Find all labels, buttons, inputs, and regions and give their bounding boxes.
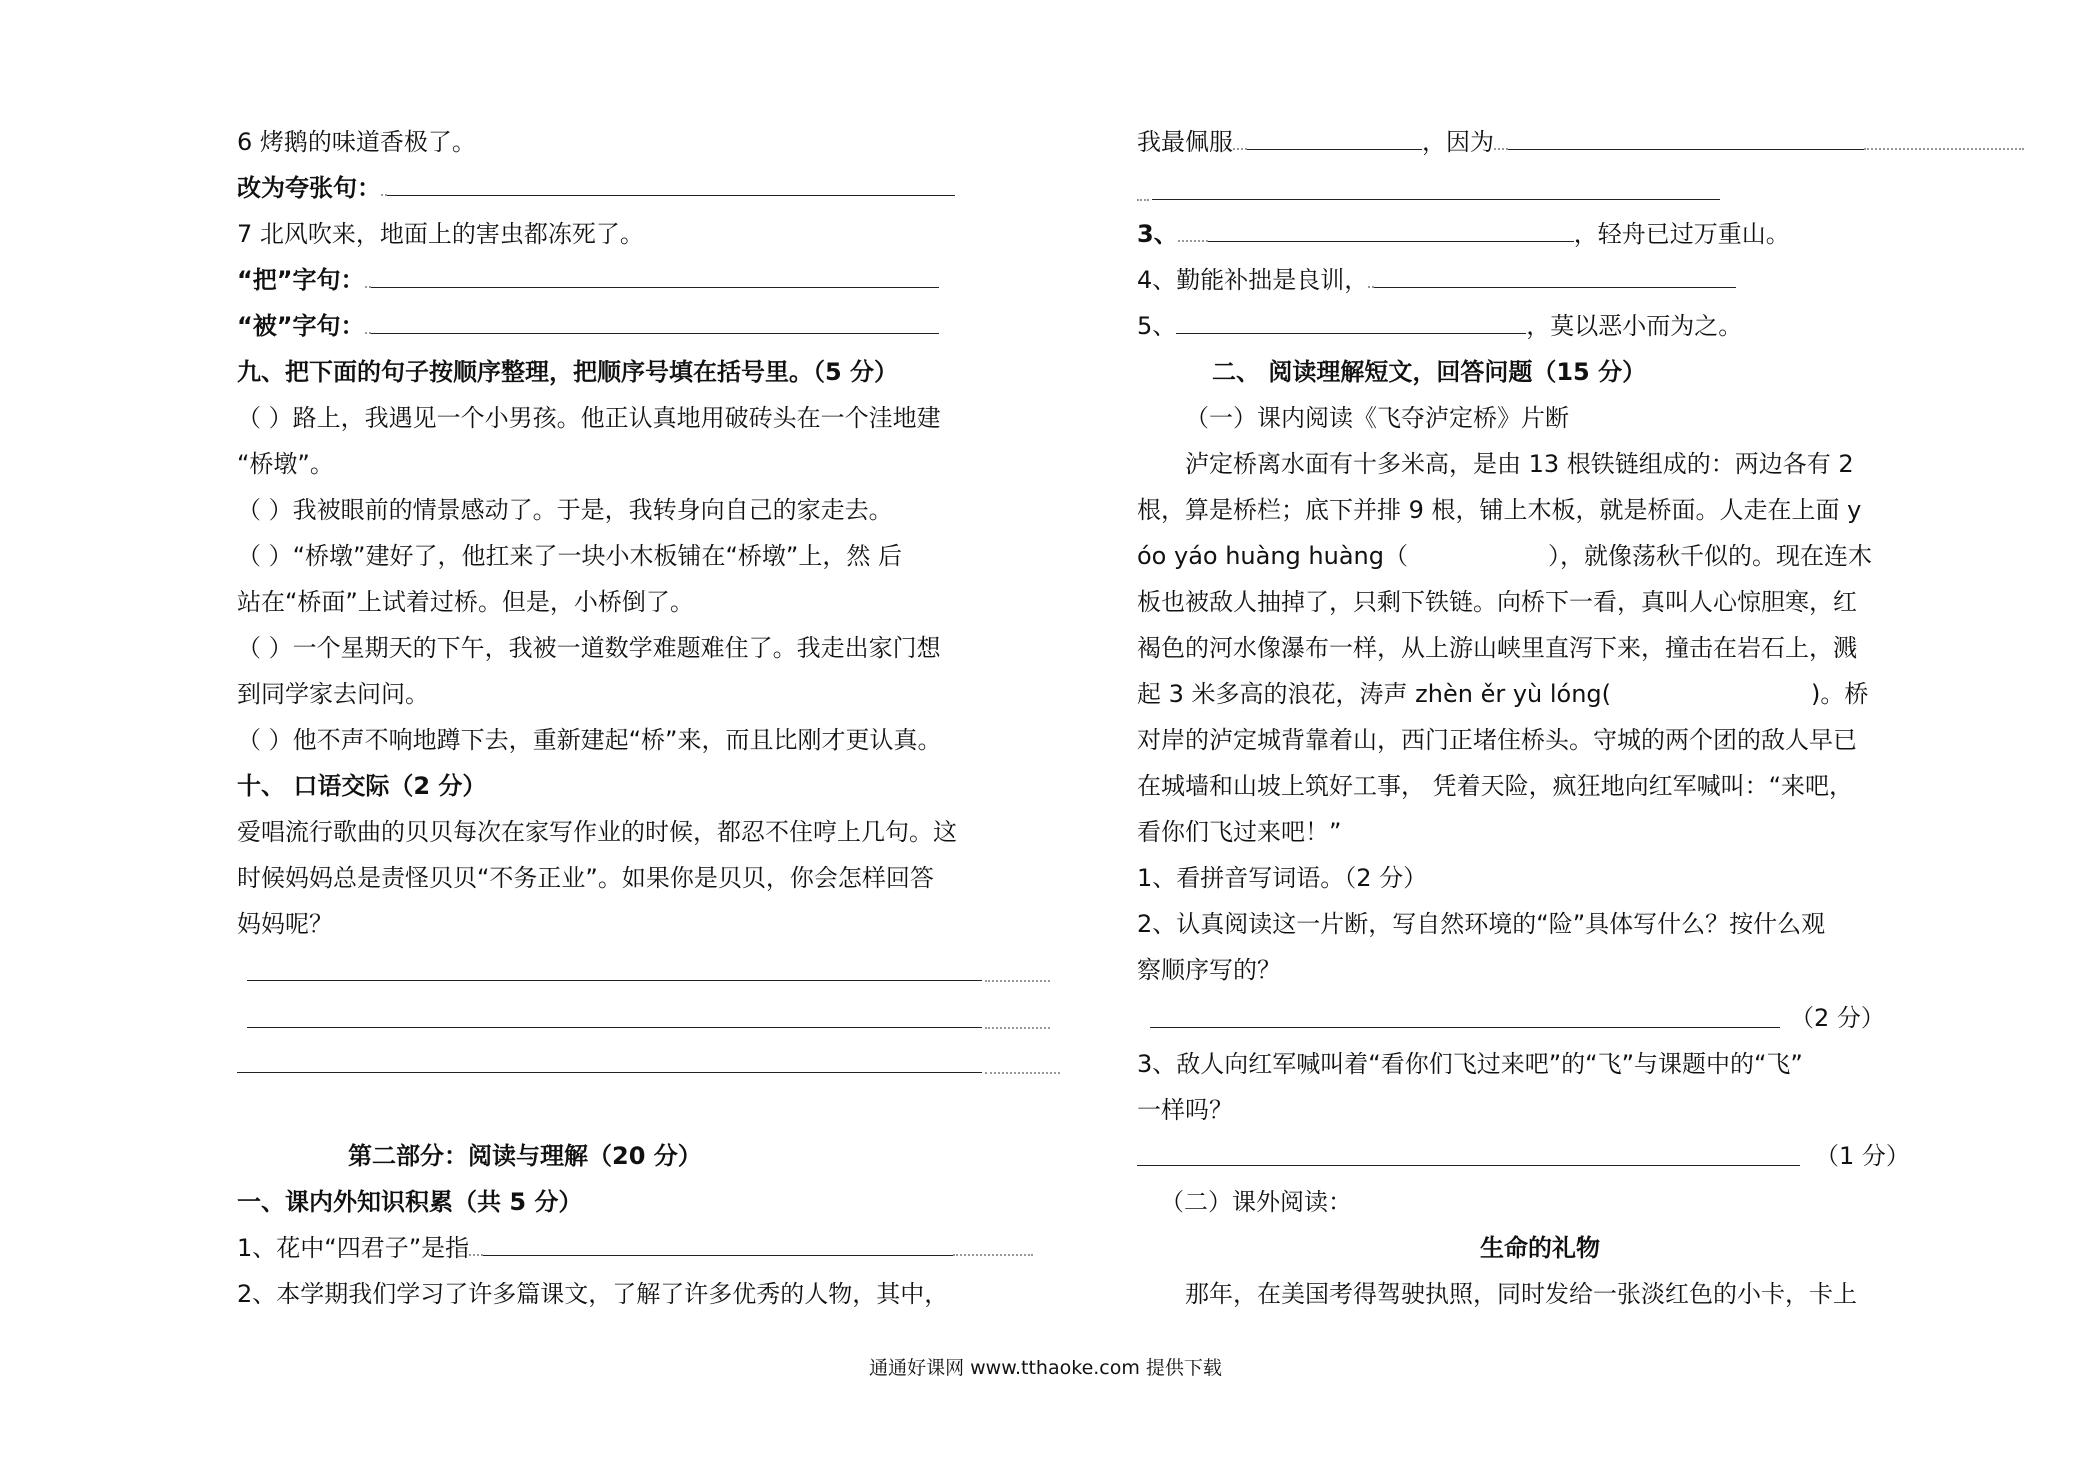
section-heading: 二、 阅读理解短文，回答问题（15 分）	[1212, 358, 1647, 386]
article-title: 生命的礼物	[1480, 1234, 1600, 1262]
question-text: 4、勤能补拙是良训，	[1137, 266, 1369, 294]
text-line: 时候妈妈总是责怪贝贝“不务正业”。如果你是贝贝，你会怎样回答	[237, 864, 934, 892]
answer-blank[interactable]	[1176, 313, 1526, 334]
question-line	[1137, 264, 1736, 296]
section-heading: 九、把下面的句子按顺序整理，把顺序号填在括号里。（5 分）	[237, 358, 899, 386]
section-heading: 一、课内外知识积累（共 5 分）	[237, 1188, 583, 1216]
question-text: ，莫以恶小而为之。	[1526, 312, 1743, 340]
dotted-line	[985, 1027, 1050, 1029]
question-text: ，因为	[1422, 128, 1494, 156]
text-line: 妈妈呢？	[237, 910, 333, 938]
question-line: 察顺序写的？	[1137, 956, 1281, 984]
passage-line: 泸定桥离水面有十多米高，是由 13 根铁链组成的：两边各有 2	[1185, 450, 1854, 478]
text-line: 站在“桥面”上试着过桥。但是，小桥倒了。	[237, 588, 694, 616]
text-line: （ ）我被眼前的情景感动了。于是，我转身向自己的家走去。	[237, 496, 893, 524]
text-line: （ ）一个星期天的下午，我被一道数学难题难住了。我走出家门想	[237, 634, 941, 662]
passage-line: 对岸的泸定城背靠着山，西门正堵住桥头。守城的两个团的敌人早已	[1137, 726, 1857, 754]
passage-line	[1137, 540, 1872, 572]
dotted-line	[1137, 199, 1149, 201]
passage-line: 那年，在美国考得驾驶执照，同时发给一张淡红色的小卡，卡上	[1185, 1280, 1857, 1308]
answer-line[interactable]	[247, 980, 982, 981]
passage-text: 起 3 米多高的浪花，涛声 zhèn ěr yù lóng(	[1137, 680, 1612, 708]
answer-line[interactable]	[1152, 199, 1720, 200]
answer-blank[interactable]	[483, 1235, 953, 1256]
passage-line	[1137, 678, 1868, 710]
footer-watermark: 通通好课网 www.tthaoke.com 提供下载	[869, 1357, 1222, 1379]
passage-text: ），就像荡秋千似的。现在连木	[1548, 542, 1872, 570]
label-text: “被”字句：	[237, 312, 365, 340]
passage-line: 板也被敌人抽掉了，只剩下铁链。向桥下一看，真叫人心惊胆寒，红	[1137, 588, 1857, 616]
label-text: “把”字句：	[237, 266, 365, 294]
part-heading: 第二部分：阅读与理解（20 分）	[348, 1142, 702, 1170]
text-line: （ ）“桥墩”建好了，他扛来了一块小木板铺在“桥墩”上，然 后	[237, 542, 902, 570]
question-number: 3、	[1137, 220, 1178, 248]
question-line: 2、认真阅读这一片断，写自然环境的“险”具体写什么？按什么观	[1137, 910, 1826, 938]
question-text: ，轻舟已过万重山。	[1573, 220, 1790, 248]
subsection-heading: （一）课内阅读《飞夺泸定桥》片断	[1185, 404, 1569, 432]
label-text: 改为夸张句：	[237, 174, 381, 202]
question-text: 我最佩服	[1137, 128, 1233, 156]
text-line: 7 北风吹来，地面上的害虫都冻死了。	[237, 220, 644, 248]
question-line	[1137, 126, 2024, 158]
text-line: 爱唱流行歌曲的贝贝每次在家写作业的时候，都忍不住哼上几句。这	[237, 818, 957, 846]
question-line	[1137, 310, 1742, 342]
subsection-heading: （二）课外阅读：	[1160, 1188, 1352, 1216]
passage-line: 在城墙和山坡上筑好工事， 凭着天险，疯狂地向红军喊叫：“来吧，	[1137, 772, 1854, 800]
question-line: 1、看拼音写词语。（2 分）	[1137, 864, 1428, 892]
question-label	[237, 264, 939, 296]
question-line	[237, 1232, 1033, 1264]
text-line: 到同学家去问问。	[237, 680, 429, 708]
answer-line[interactable]	[237, 1072, 982, 1073]
passage-text: óo yáo huàng huàng（	[1137, 542, 1408, 570]
dotted-line	[985, 980, 1050, 982]
question-number: 5、	[1137, 312, 1177, 340]
answer-blank[interactable]	[371, 313, 939, 334]
answer-blank[interactable]	[371, 267, 939, 288]
text-line: “桥墩”。	[237, 450, 334, 478]
score-label: （2 分）	[1790, 1004, 1885, 1032]
answer-line[interactable]	[247, 1027, 982, 1028]
text-line: （ ）他不声不响地蹲下去，重新建起“桥”来，而且比刚才更认真。	[237, 726, 942, 754]
passage-line: 根，算是桥栏；底下并排 9 根，铺上木板，就是桥面。人走在上面 y	[1137, 496, 1862, 524]
text-line: 2、本学期我们学习了许多篇课文，了解了许多优秀的人物，其中，	[237, 1280, 949, 1308]
answer-line[interactable]	[1137, 1165, 1800, 1166]
section-heading: 十、 口语交际（2 分）	[237, 772, 487, 800]
passage-text: )。桥	[1811, 680, 1869, 708]
question-label	[237, 310, 939, 342]
passage-line: 褐色的河水像瀑布一样，从上游山峡里直泻下来，撞击在岩石上，溅	[1137, 634, 1857, 662]
answer-blank[interactable]	[387, 175, 955, 196]
question-line	[1137, 218, 1790, 250]
right-column	[1090, 0, 2090, 1476]
passage-line: 看你们飞过来吧！”	[1137, 818, 1342, 846]
answer-blank[interactable]	[1374, 267, 1736, 288]
answer-line[interactable]	[1150, 1027, 1780, 1028]
text-line: （ ）路上，我遇见一个小男孩。他正认真地用破砖头在一个洼地建	[237, 404, 941, 432]
answer-blank[interactable]	[1508, 129, 1864, 150]
answer-blank[interactable]	[1247, 129, 1422, 150]
text-line: 6 烤鹅的味道香极了。	[237, 128, 476, 156]
answer-blank[interactable]	[1208, 221, 1574, 242]
question-line: 一样吗？	[1137, 1096, 1233, 1124]
question-line: 3、敌人向红军喊叫着“看你们飞过来吧”的“飞”与课题中的“飞”	[1137, 1050, 1803, 1078]
question-label	[237, 172, 955, 204]
question-text: 1、花中“四君子”是指	[237, 1234, 470, 1262]
score-label: （1 分）	[1815, 1142, 1910, 1170]
dotted-line	[985, 1072, 1060, 1074]
